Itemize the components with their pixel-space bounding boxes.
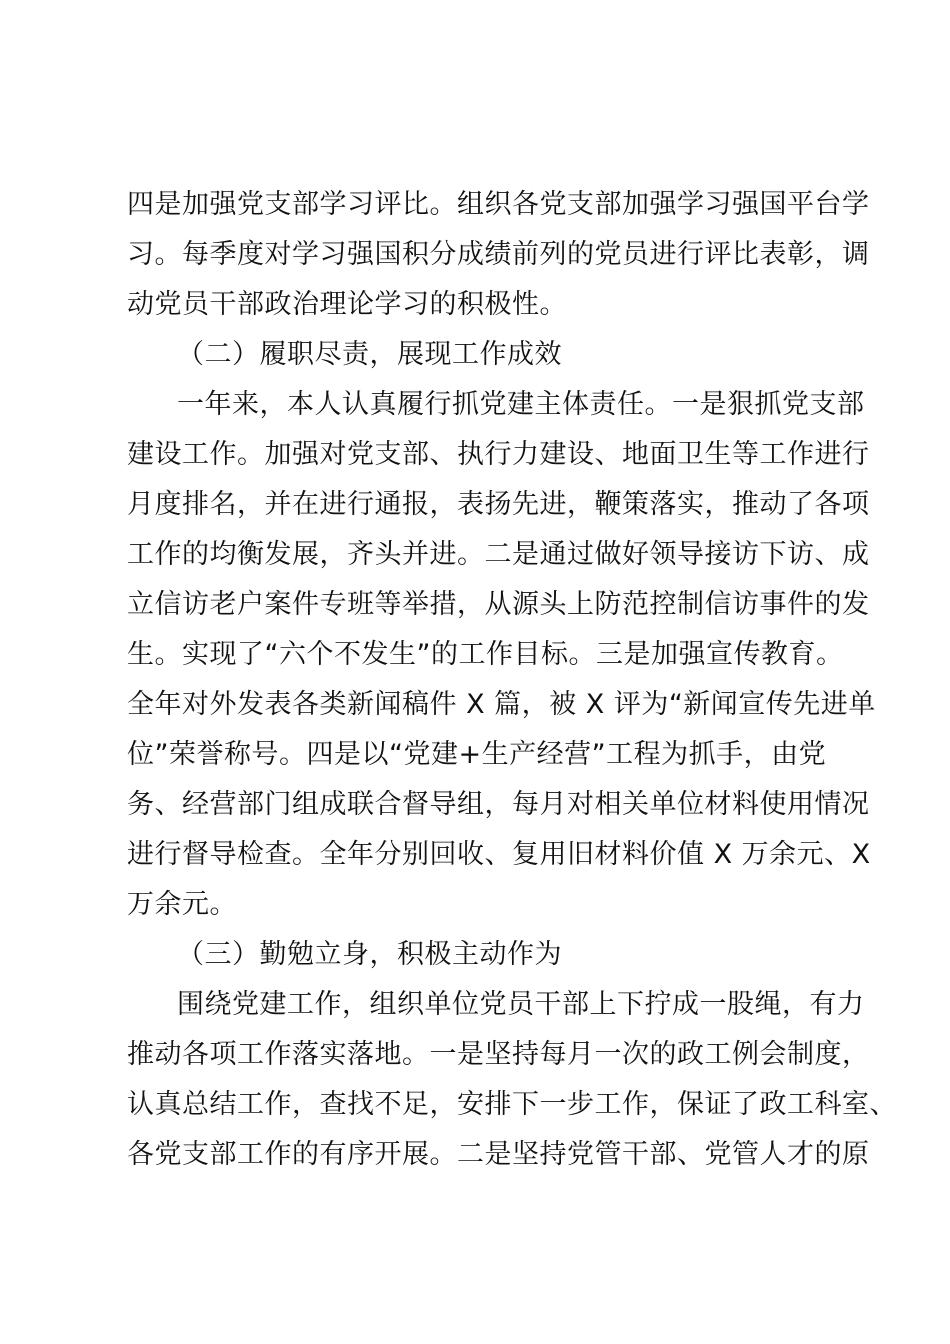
paragraph-line: 一年来，本人认真履行抓党建主体责任。一是狠抓党支部	[177, 389, 865, 420]
paragraph-line: 生。实现了“六个不发生”的工作目标。三是加强宣传教育。	[127, 639, 844, 670]
paragraph-line: 工作的均衡发展，齐头并进。二是通过做好领导接访下访、成	[127, 539, 870, 570]
paragraph-line: 全年对外发表各类新闻稿件 X 篇，被 X 评为“新闻宣传先进单	[127, 689, 876, 720]
paragraph-line: 四是加强党支部学习评比。组织各党支部加强学习强国平台学	[127, 189, 870, 220]
paragraph-line: 万余元。	[127, 889, 237, 920]
paragraph-line: 务、经营部门组成联合督导组，每月对相关单位材料使用情况	[127, 789, 870, 820]
paragraph-line: 立信访老户案件专班等举措，从源头上防范控制信访事件的发	[127, 589, 870, 620]
paragraph-line: 各党支部工作的有序开展。二是坚持党管干部、党管人才的原	[127, 1139, 870, 1170]
paragraph-line: 推动各项工作落实落地。一是坚持每月一次的政工例会制度，	[127, 1039, 870, 1070]
paragraph-line: 月度排名，并在进行通报，表扬先进，鞭策落实，推动了各项	[127, 489, 870, 520]
paragraph-line: 习。每季度对学习强国积分成绩前列的党员进行评比表彰，调	[127, 239, 870, 270]
paragraph-line: 认真总结工作，查找不足，安排下一步工作，保证了政工科室、	[127, 1089, 897, 1120]
paragraph-line: 位”荣誉称号。四是以“党建+生产经营”工程为抓手，由党	[127, 739, 827, 770]
paragraph-line: 动党员干部政治理论学习的积极性。	[127, 289, 567, 320]
section-heading: （二）履职尽责，展现工作成效	[177, 339, 562, 370]
paragraph-line: 围绕党建工作，组织单位党员干部上下拧成一股绳，有力	[177, 989, 865, 1020]
paragraph-line: 进行督导检查。全年分别回收、复用旧材料价值 X 万余元、X	[127, 839, 871, 870]
section-heading: （三）勤勉立身，积极主动作为	[177, 939, 562, 970]
paragraph-line: 建设工作。加强对党支部、执行力建设、地面卫生等工作进行	[127, 439, 870, 470]
